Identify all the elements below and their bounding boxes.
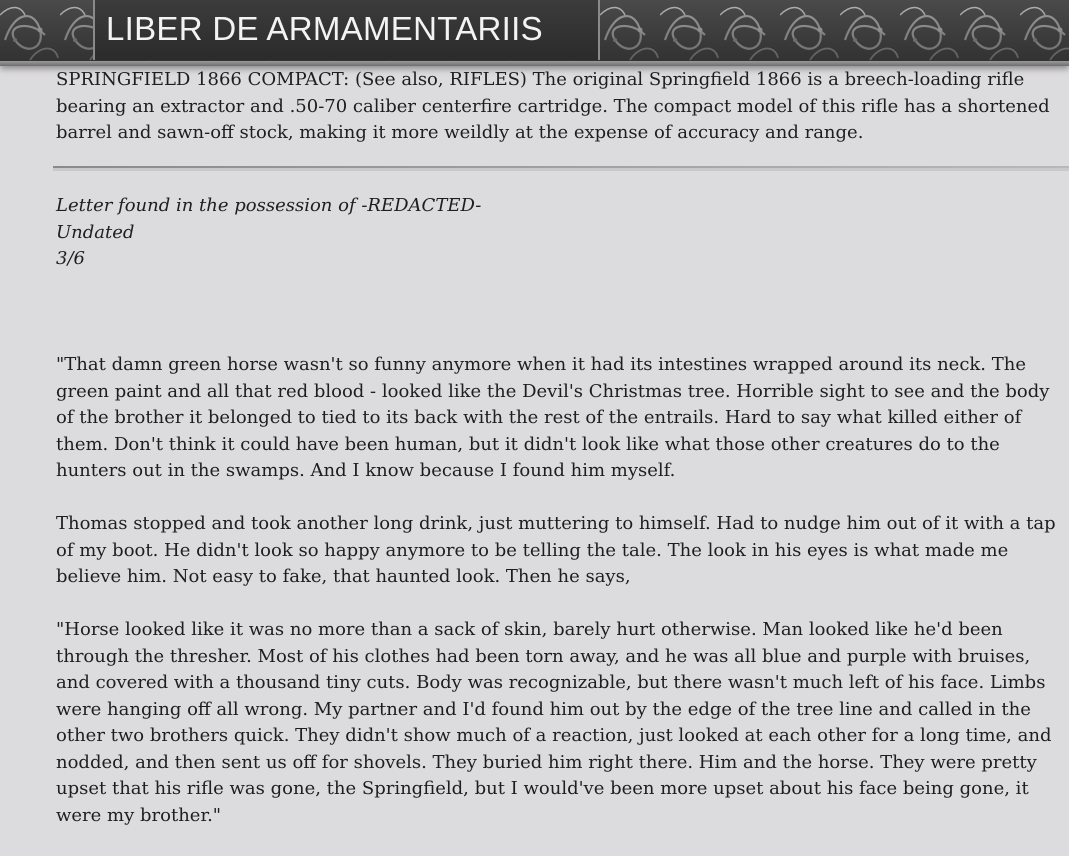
letter-body [56, 352, 1061, 856]
header-bottom-rule [0, 61, 1069, 66]
letter-paragraph: "Horse looked like it was no more than a sack of skin, barely hurt otherwise. Man looked like he'd been through the thresher. Most of his clothes had been torn away, and he was all blue and purple with bruises, and covered with a thousand tiny cuts. Body was recognizable, but there wasn't much left of his face. Limbs were hanging off all wrong. My partner and I'd found him out by the edge of the tree line and called in the other two brothers quick. They didn't show much of a reaction, just looked at each other for a long time, and nodded, and then sent us off for shovels. They buried him right there. Him and the horse. They were pretty upset that his rifle was gone, the Springfield, but I would've been more upset about his face being gone, it were my brother." [56, 619, 1052, 826]
letter-date: Undated [56, 221, 135, 243]
weapon-entry [56, 69, 1061, 156]
header-banner [0, 0, 1069, 66]
letter-header [56, 193, 1056, 273]
letter-source: Letter found in the possession of -REDACTED- [56, 195, 482, 216]
page-title: LIBER DE ARMAMENTARIIS [106, 10, 543, 47]
letter-paragraph: Thomas stopped and took another long drink, just muttering to himself. Had to nudge him out of it with a tap of my boot. He didn't look so happy anymore to be telling the tale. The look in his eyes is what made me believe him. Not easy to fake, that haunted look. Then he says, [56, 513, 1056, 587]
letter-paragraph: "That damn green horse wasn't so funny anymore when it had its intestines wrapped around its neck. The green paint and all that red blood - looked like the Devil's Christmas tree. Horrible sight to see and the body of the brother it belonged to tied to its back with the rest of the entrails. Hard to say what killed either of them. Don't think it could have been human, but it didn't look like what those other creatures do to the hunters out in the swamps. And I know because I found him myself. [56, 354, 1050, 481]
section-divider [53, 166, 1069, 172]
letter-page-number: 3/6 [56, 248, 85, 269]
weapon-entry-text: SPRINGFIELD 1866 COMPACT: (See also, RIFLES) The original Springfield 1866 is a breech-loading rifle bearing an extractor and .50-70 caliber centerfire cartridge. The compact model of this rifle has a shortened barrel and sawn-off stock, making it more weildly at the expense of accuracy and range. [56, 69, 1050, 143]
